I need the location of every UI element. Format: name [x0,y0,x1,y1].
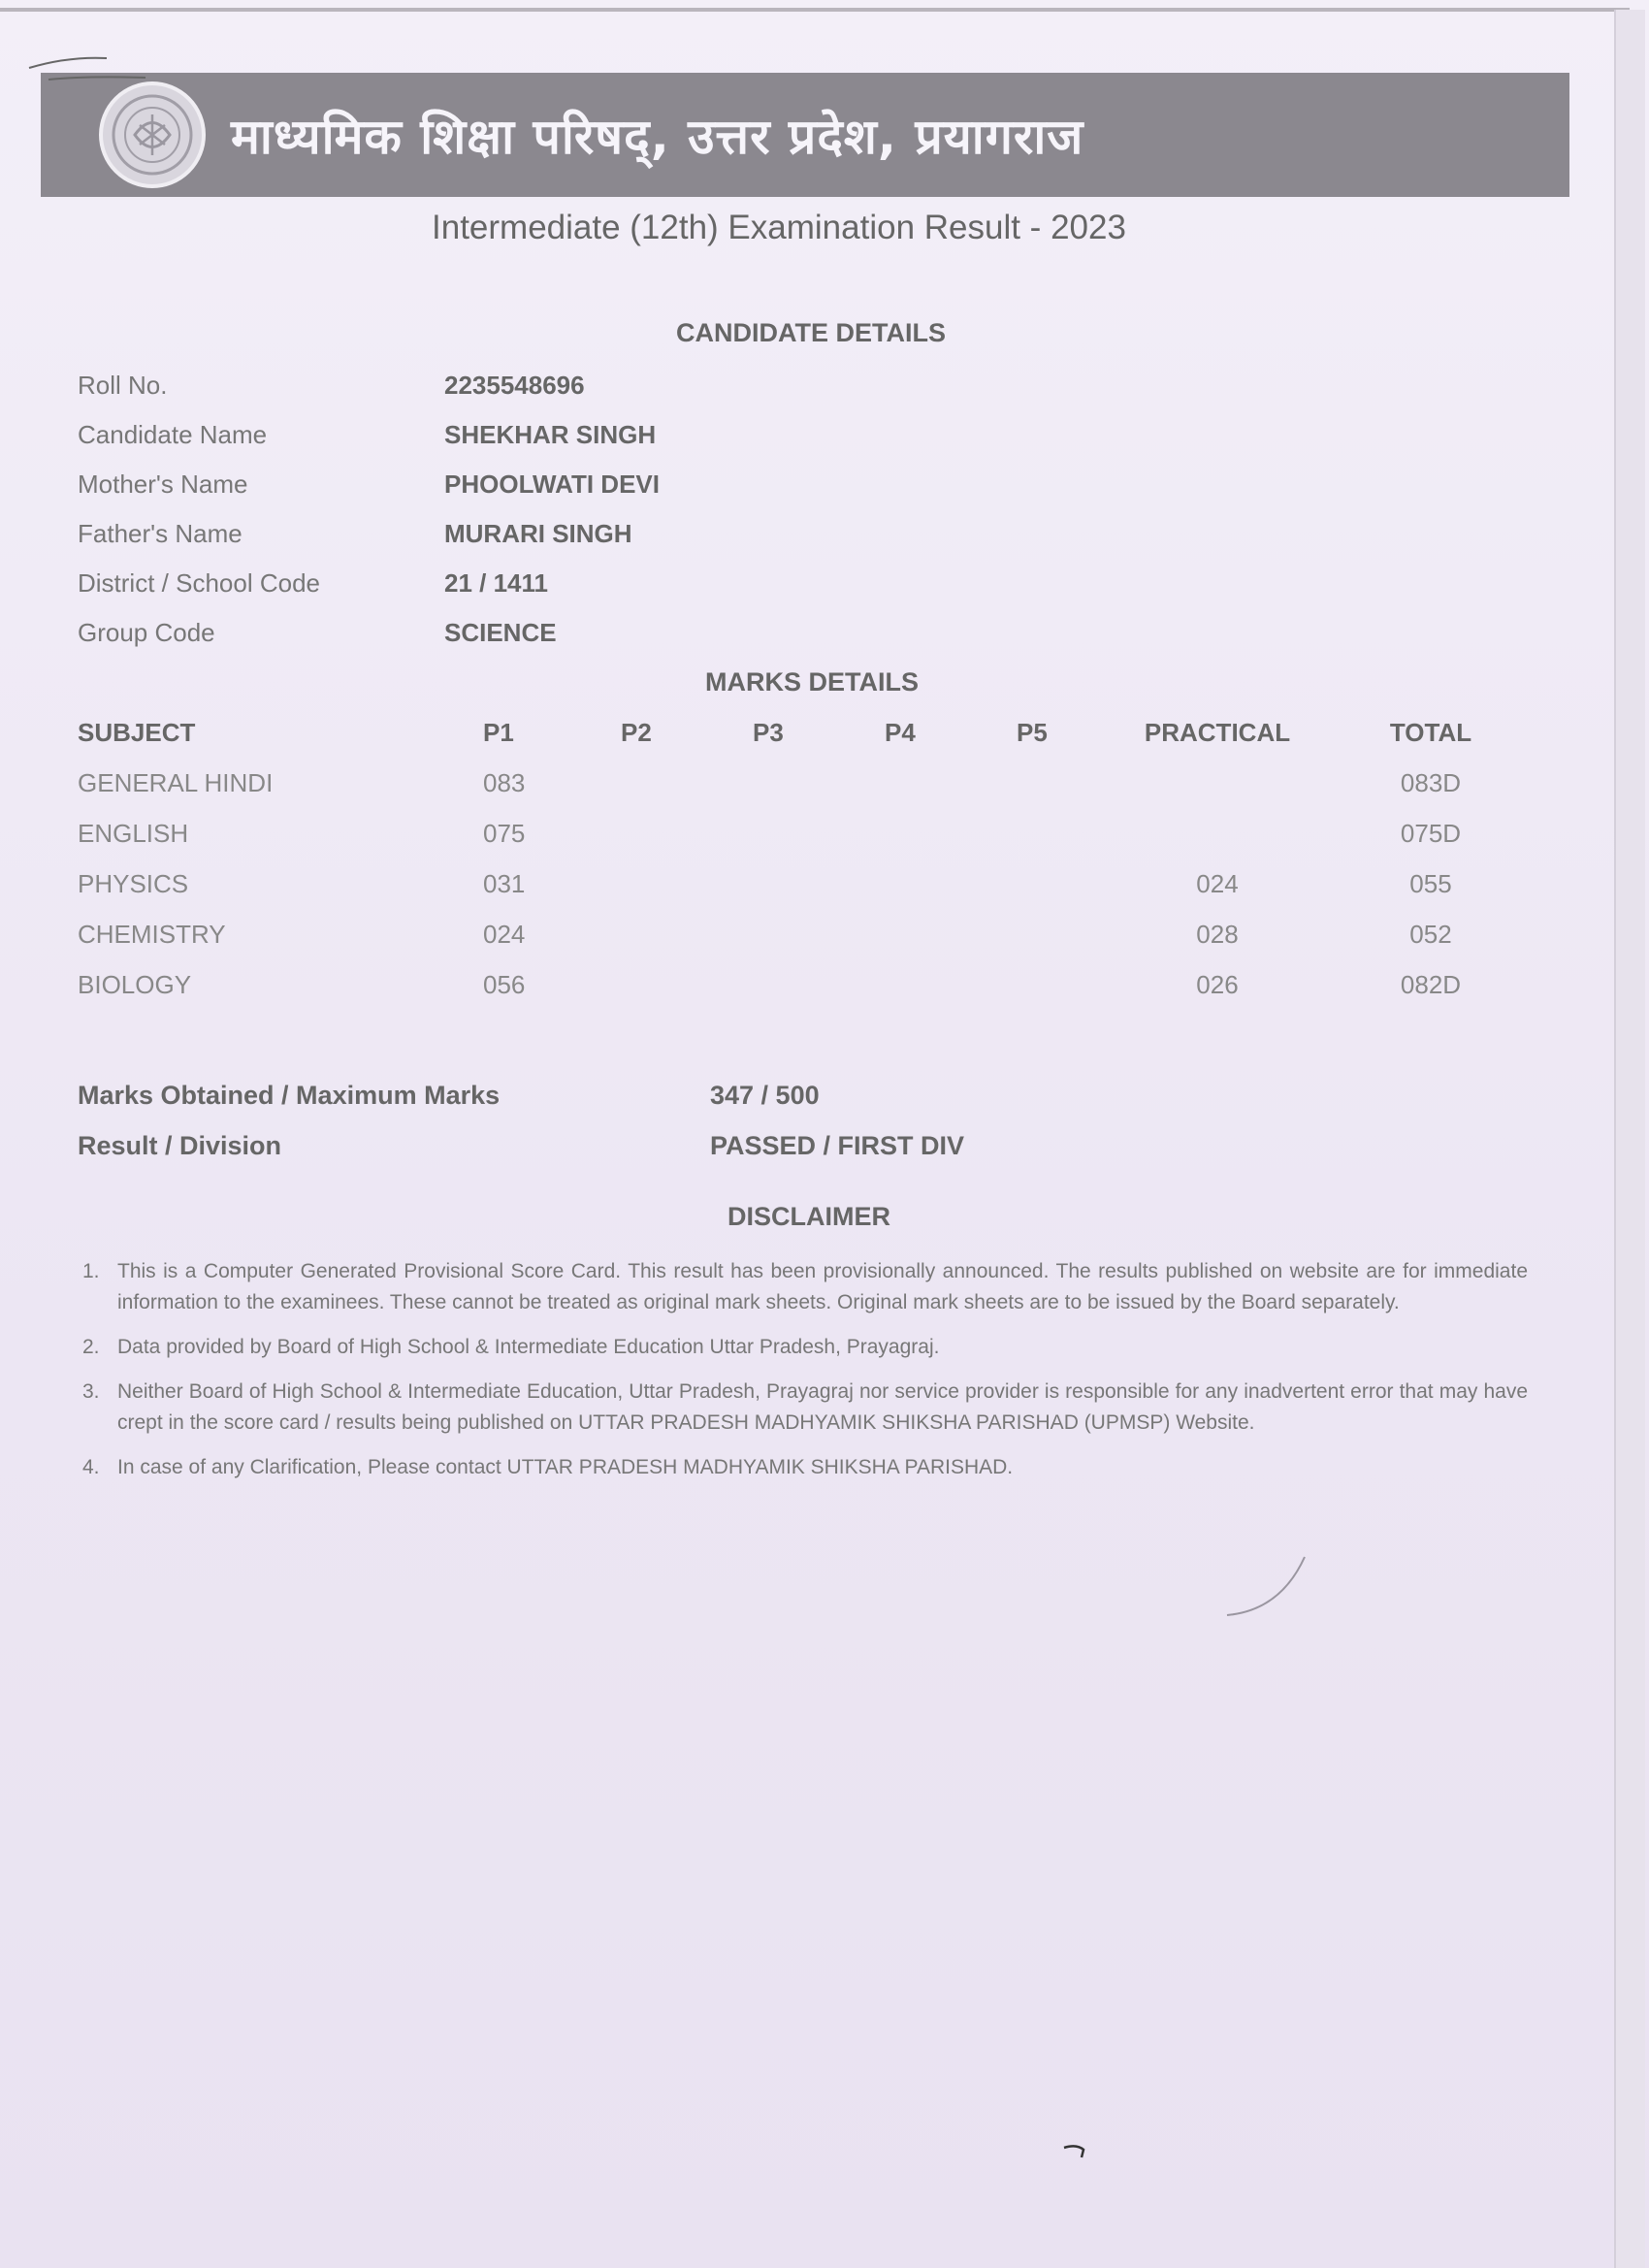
subject-cell: CHEMISTRY [78,920,226,949]
column-header-total: TOTAL [1389,718,1472,747]
list-item [82,1332,1528,1363]
total-cell: 055 [1409,869,1452,898]
practical-cell: 026 [1196,970,1239,999]
candidate-details-heading: CANDIDATE DETAILS [676,318,946,347]
table-row [78,759,1533,809]
detail-label: District / School Code [78,568,320,598]
total-cell: 082D [1400,970,1462,999]
detail-value: 2235548696 [444,371,585,400]
detail-row-group-code [78,608,1533,657]
column-header-p5: P5 [1017,718,1048,747]
total-cell: 052 [1409,920,1452,949]
result-division-value: PASSED / FIRST DIV [710,1131,965,1160]
detail-value: PHOOLWATI DEVI [444,470,660,499]
detail-label: Father's Name [78,519,242,548]
marks-obtained-label: Marks Obtained / Maximum Marks [78,1081,501,1110]
practical-cell: 024 [1196,869,1239,898]
detail-label: Candidate Name [78,420,268,449]
marks-table-header [78,708,1533,759]
list-item [82,1256,1528,1318]
result-division-row [78,1123,1533,1170]
list-item-number: 4. [82,1456,100,1478]
table-row [78,859,1533,910]
detail-value: MURARI SINGH [444,519,632,548]
table-row [78,809,1533,859]
list-item [82,1377,1528,1439]
subject-cell: PHYSICS [78,869,189,898]
detail-label: Mother's Name [78,470,248,499]
subject-cell: BIOLOGY [78,970,192,999]
detail-label: Group Code [78,618,215,647]
list-item-number: 2. [82,1336,100,1358]
pen-scribble-bottom-right [1222,1552,1319,1620]
detail-label: Roll No. [78,371,168,400]
result-division-label: Result / Division [78,1131,282,1160]
table-row [78,960,1533,1011]
p1-cell: 031 [483,869,526,898]
list-item-text: This is a Computer Generated Provisional Score Card. This result has been provisionally announced. The results published on website are for immediate information to the examinees. These cannot be treated as original mark sheets. Original mark sheets are to be issued by the Board separately. [117,1260,1528,1313]
pen-mark-bottom [1062,2142,1091,2161]
detail-row-father-name [78,509,1533,558]
column-header-p4: P4 [885,718,916,747]
marks-table-body [78,759,1533,1011]
practical-cell: 028 [1196,920,1239,949]
list-item-text: Neither Board of High School & Intermediate Education, Uttar Pradesh, Prayagraj nor service provider is responsible for any inadvertent error that may have crept in the score card / results being published on UTTAR PRADESH MADHYAMIK SHIKSHA PARISHAD (UPMSP) Website. [117,1380,1528,1434]
paper-right-edge [1614,10,1645,2268]
detail-row-candidate-name [78,410,1533,459]
detail-value: 21 / 1411 [444,568,548,598]
column-header-subject: SUBJECT [78,718,196,747]
detail-row-district-school-code [78,559,1533,607]
subject-cell: ENGLISH [78,819,189,848]
list-item [82,1452,1528,1483]
disclaimer-list [82,1256,1528,1497]
marks-table [78,708,1533,1011]
column-header-practical: PRACTICAL [1144,718,1291,747]
list-item-text: Data provided by Board of High School & Intermediate Education Uttar Pradesh, Prayagraj. [117,1336,940,1358]
exam-title: Intermediate (12th) Examination Result - 2023 [432,209,1126,246]
marks-obtained-value: 347 / 500 [710,1081,820,1110]
p1-cell: 056 [483,970,526,999]
emblem-graphic [111,93,194,177]
marks-details-heading: MARKS DETAILS [705,667,919,697]
marks-obtained-row [78,1073,1533,1119]
list-item-text: In case of any Clarification, Please contact UTTAR PRADESH MADHYAMIK SHIKSHA PARISHAD. [117,1456,1014,1478]
subject-cell: GENERAL HINDI [78,768,274,797]
p1-cell: 024 [483,920,526,949]
list-item-number: 1. [82,1260,100,1282]
disclaimer-heading: DISCLAIMER [728,1202,890,1231]
list-item-number: 3. [82,1380,100,1403]
paper-top-edge [0,8,1630,12]
column-header-p1: P1 [483,718,514,747]
p1-cell: 075 [483,819,526,848]
p1-cell: 083 [483,768,526,797]
detail-value: SHEKHAR SINGH [444,420,657,449]
table-row [78,910,1533,960]
detail-row-roll-no [78,361,1533,409]
pen-scribble-top-left [19,29,155,87]
government-emblem-seal-icon [99,81,206,188]
column-header-p3: P3 [753,718,784,747]
total-cell: 075D [1400,819,1462,848]
total-cell: 083D [1400,768,1462,797]
detail-row-mother-name [78,460,1533,508]
column-header-p2: P2 [621,718,652,747]
board-header [41,73,1569,197]
detail-value: SCIENCE [444,618,557,647]
board-name-hindi: माध्यमिक शिक्षा परिषद्, उत्तर प्रदेश, प्रयागराज [231,109,1084,165]
